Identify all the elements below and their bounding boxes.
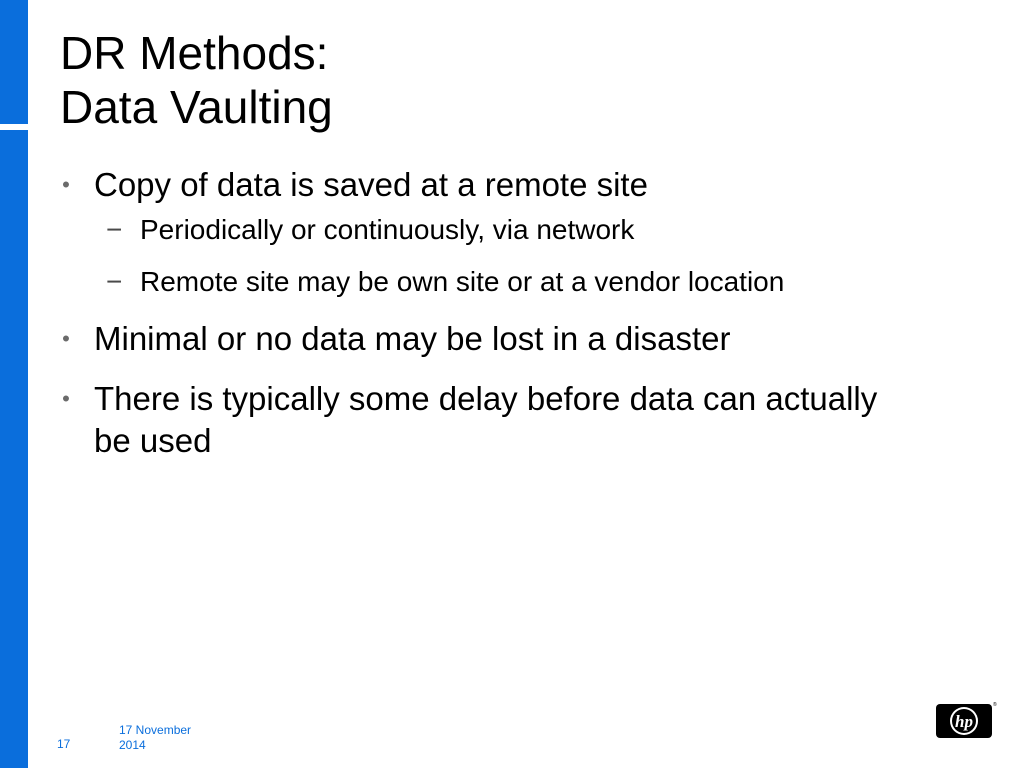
- sub-bullet-marker: −: [106, 266, 123, 297]
- slide-title-line-1: DR Methods:: [60, 27, 329, 79]
- bullet-item: [56, 318, 996, 360]
- sub-bullet-item: [56, 212, 996, 248]
- bullet-marker: •: [62, 386, 70, 411]
- left-accent-bar-top: [0, 0, 28, 124]
- sub-bullet-marker: −: [106, 214, 123, 245]
- slide-date: 17 November 2014: [119, 723, 192, 752]
- bullet-text: Minimal or no data may be lost in a disaster: [94, 320, 731, 357]
- sub-bullet-item: [56, 264, 996, 300]
- hp-logo-text: hp: [955, 712, 973, 731]
- slide-body: [56, 164, 996, 462]
- hp-logo-icon: [935, 700, 995, 740]
- svg-text:®: ®: [993, 702, 997, 708]
- slide-title: [60, 26, 333, 134]
- bullet-text: There is typically some delay before data can actually be used: [94, 380, 878, 459]
- slide-page-number: 17: [57, 737, 71, 751]
- hp-logo-graphic: [935, 700, 995, 740]
- bullet-marker: •: [62, 172, 70, 197]
- bullet-marker: •: [62, 326, 70, 351]
- bullet-text: Copy of data is saved at a remote site: [94, 166, 648, 203]
- sub-bullet-text: Remote site may be own site or at a vendor location: [140, 266, 785, 297]
- bullet-item: [56, 378, 914, 462]
- slide-title-line-2: Data Vaulting: [60, 81, 333, 133]
- bullet-item: [56, 164, 996, 206]
- left-accent-bar-bottom: [0, 130, 28, 768]
- sub-bullet-text: Periodically or continuously, via network: [140, 214, 635, 245]
